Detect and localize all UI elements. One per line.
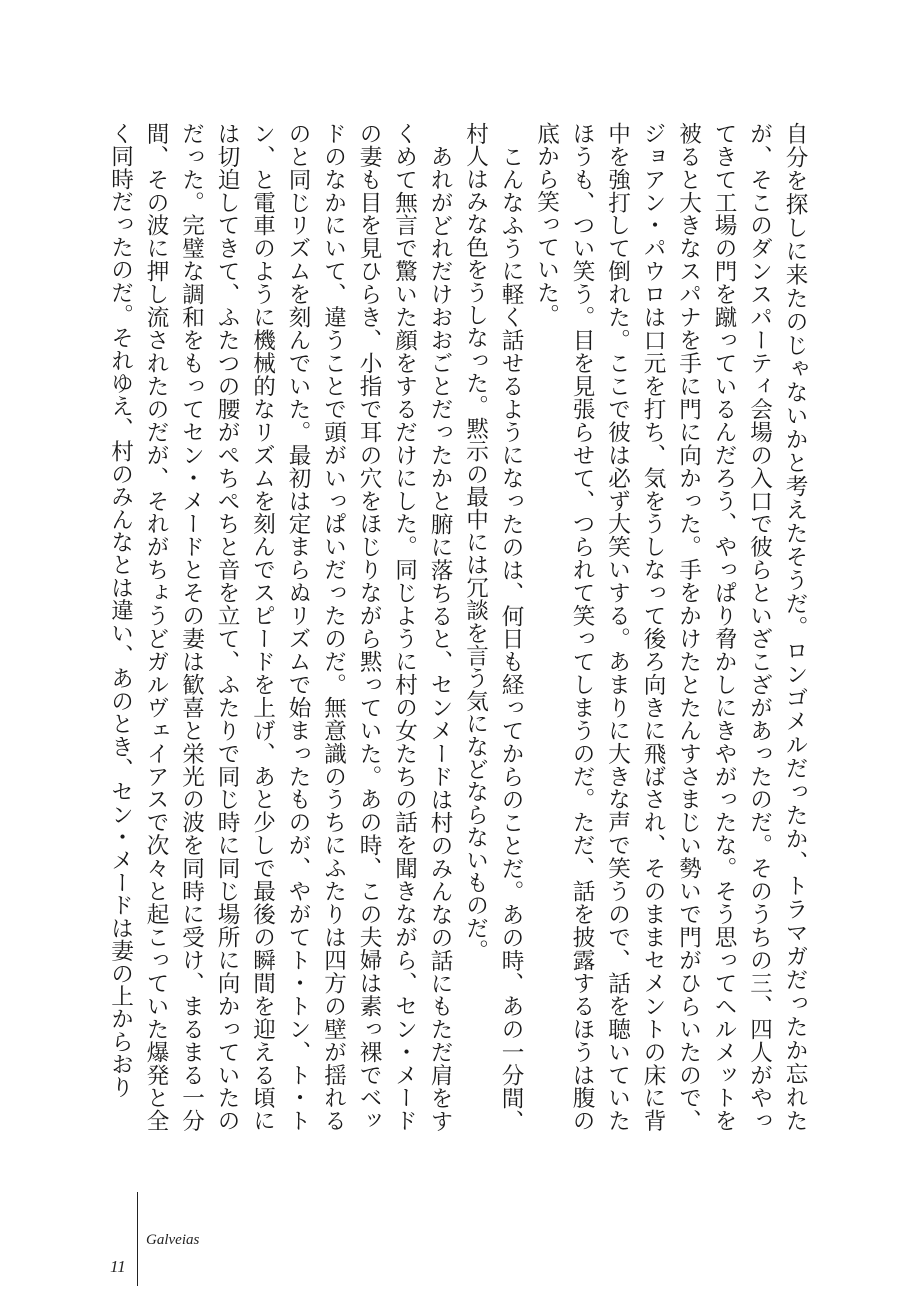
page-number: 11: [110, 1257, 126, 1276]
paragraph-1: 自分を探しに来たのじゃないかと考えたそうだ。ロンゴメルだったか、トラマガだったか忘れたが、そこのダンスパーティ会場の入口で彼らといざこざがあったのだ。そのうちの三、四人がやってきて工場の門を蹴っているんだろう、やっぱり脅かしにきやがったな。そう思ってヘルメットを被ると大きなスパナを手に門に向かった。手をかけたとたんすさまじい勢いで門がひらいたので、ジョアン・パウロは口元を打ち、気をうしなって後ろ向きに飛ばされ、そのままセメントの床に背中を強打して倒れた。ここで彼は必ず大笑いする。あまりに大きな声で笑うので、話を聴いていたほうも、つい笑う。目を見張らせて、つられて笑ってしまうのだ。ただ、話を披露するほうは腹の底から笑っていた。: [533, 122, 808, 1132]
paragraph-2: こんなふうに軽く話せるようになったのは、何日も経ってからのことだ。あの時、あの一分間、村人はみな色をうしなった。黙示の最中には冗談を言う気になどならないものだ。: [462, 122, 524, 1132]
paragraph-3: あれがどれだけおおごとだったかと腑に落ちると、センメードは村のみんなの話にもただ肩をすくめて無言で驚いた顔をするだけにした。同じように村の女たちの話を聞きながら、セン・メードの妻も目を見ひらき、小指で耳の穴をほじりながら黙っていた。あの時、この夫婦は素っ裸でベッドのなかにいて、違うことで頭がいっぱいだったのだ。無意識のうちにふたりは四方の壁が揺れるのと同じリズムを刻んでいた。最初は定まらぬリズムで始まったものが、やがてト・トン、ト・トン、と電車のように機械的なリズムを刻んでスピードを上げ、あと少しで最後の瞬間を迎える頃には切迫してきて、ふたつの腰がぺちぺちと音を立て、ふたりで同じ時に同じ場所に向かっていたのだった。完璧な調和をもってセン・メードとその妻は歓喜と栄光の波を同時に受け、まるまる一分間、その波に押し流されたのだが、それがちょうどガルヴェイアスで次々と起こっていた爆発と全く同時だったのだ。それゆえ、村のみんなとは違い、あのとき、セン・メードは妻の上からおり: [107, 122, 453, 1132]
body-text: [52, 122, 812, 1132]
running-title: Galveias: [146, 1232, 200, 1248]
folio-divider: [137, 1192, 138, 1286]
